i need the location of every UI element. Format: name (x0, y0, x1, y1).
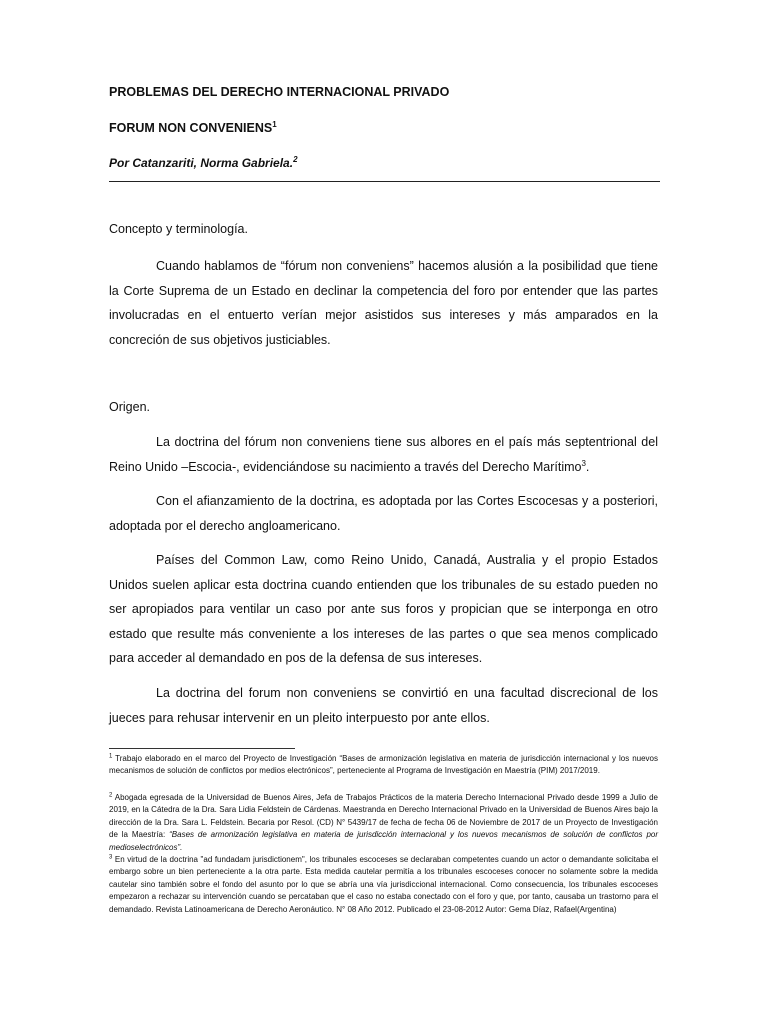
footnote-divider (109, 748, 295, 749)
paragraph-origen-4: La doctrina del forum non conveniens se convirtió en una facultad discrecional de los jueces para rehusar intervenir en un pleito interpuesto por ante ellos. (109, 686, 658, 725)
section-heading-origen: Origen. (109, 400, 150, 414)
footnote-1-text: Trabajo elaborado en el marco del Proyecto de Investigación “Bases de armonización legislativa en materia de jurisdicción internacional y los nuevos mecanismos de solución de conflictos por medios electrónicos”, perteneciente al Programa de Investigación en Maestría (PIM) 2017/2019. (109, 754, 658, 776)
paragraph-origen-1-end: . (585, 459, 590, 474)
paragraph-concepto: Cuando hablamos de “fórum non conveniens” hacemos alusión a la posibilidad que tiene la Corte Suprema de un Estado en declinar la competencia del foro por entender que las partes involucradas en el entuerto verían mejor asistidos sus intereses y más amparados en la concreción de sus objetivos justiciables. (109, 259, 658, 347)
footnote-2-project-title: “Bases de armonización legislativa en materia de jurisdicción internacional y los nuevos mecanismos de solución de conflictos por medioselectrónicos”. (109, 830, 659, 852)
footnote-3 (109, 854, 658, 916)
footnote-1-number: 1 (109, 753, 113, 760)
footnote-2-text: Abogada egresada de la Universidad de Buenos Aires, Jefa de Trabajos Prácticos de la materia Derecho Internacional Privado desde 1999 a Julio de 2019, en la Cátedra de la Dra. Sara Lidia Feldstein de Cárdenas. Maestranda en Derecho Internacional Privado en la Universidad de Buenos Aires bajo la dirección de la Dra. Sara L. Feldstein. Becaria por Resol. (CD) N° 5439/17 de fecha de fecha 06 de Noviembre de 2017 de un Proyecto de Investigación de la Maestría: (109, 793, 658, 840)
footnote-3-text: En virtud de la doctrina "ad fundadam jurisdictionem", los tribunales escoceses se declaraban competentes cuando un actor o demandante solicitaba el embargo sobre un bien perteneciente a la otra parte. Esta medida cautelar permitía a los tribunales escoceses conocer no solamente sobre la medida cautelar sino también sobre el fondo del asunto por lo que se abría una vía jurisdiccional internacional. Como consecuencia, los tribunales escoceses empezaron a rechazar su intervención cuando se percataban que el caso no estaba conectado con el foro y que, por tanto, causaba un trastorno para el demandado. Revista Latinoamericana de Derecho Aeronáutico. N° 08 Año 2012. Publicado el 23-08-2012 Autor: Gema Díaz, Rafael(Argentina) (109, 855, 658, 914)
paragraph-origen-1-text: La doctrina del fórum non conveniens tiene sus albores en el país más septentrional del Reino Unido –Escocia-, evidenciándose su nacimiento a través del Derecho Marítimo (109, 435, 658, 474)
paragraph-origen-3: Países del Common Law, como Reino Unido, Canadá, Australia y el propio Estados Unidos suelen aplicar esta doctrina cuando entienden que los tribunales de su estado pueden no ser apropiados para ventilar un caso por ante sus foros y propician que se interponga en otro estado que resulte más conveniente a los intereses de las partes o que sea menos complicado para acceder al demandado en pos de la defensa de sus intereses. (109, 553, 658, 665)
subtitle-text: FORUM NON CONVENIENS (109, 121, 273, 135)
document-subtitle (109, 121, 277, 135)
footnote-ref-1[interactable]: 1 (272, 119, 277, 129)
author-text: Por Catanzariti, Norma Gabriela. (109, 156, 294, 170)
document-title: PROBLEMAS DEL DERECHO INTERNACIONAL PRIVADO (109, 85, 450, 99)
section-heading-concepto: Concepto y terminología. (109, 222, 248, 236)
header-divider (109, 181, 660, 182)
footnote-ref-3[interactable]: 3 (581, 458, 586, 468)
paragraph-origen-1 (109, 430, 658, 479)
footnote-2 (109, 792, 658, 854)
footnote-3-number: 3 (109, 854, 113, 861)
footnote-ref-2[interactable]: 2 (293, 155, 298, 164)
author-line (109, 156, 298, 170)
paragraph-origen-2: Con el afianzamiento de la doctrina, es adoptada por las Cortes Escocesas y a posteriori, adoptada por el derecho angloamericano. (109, 494, 658, 533)
footnote-2-number: 2 (109, 792, 113, 799)
footnote-1 (109, 753, 658, 778)
